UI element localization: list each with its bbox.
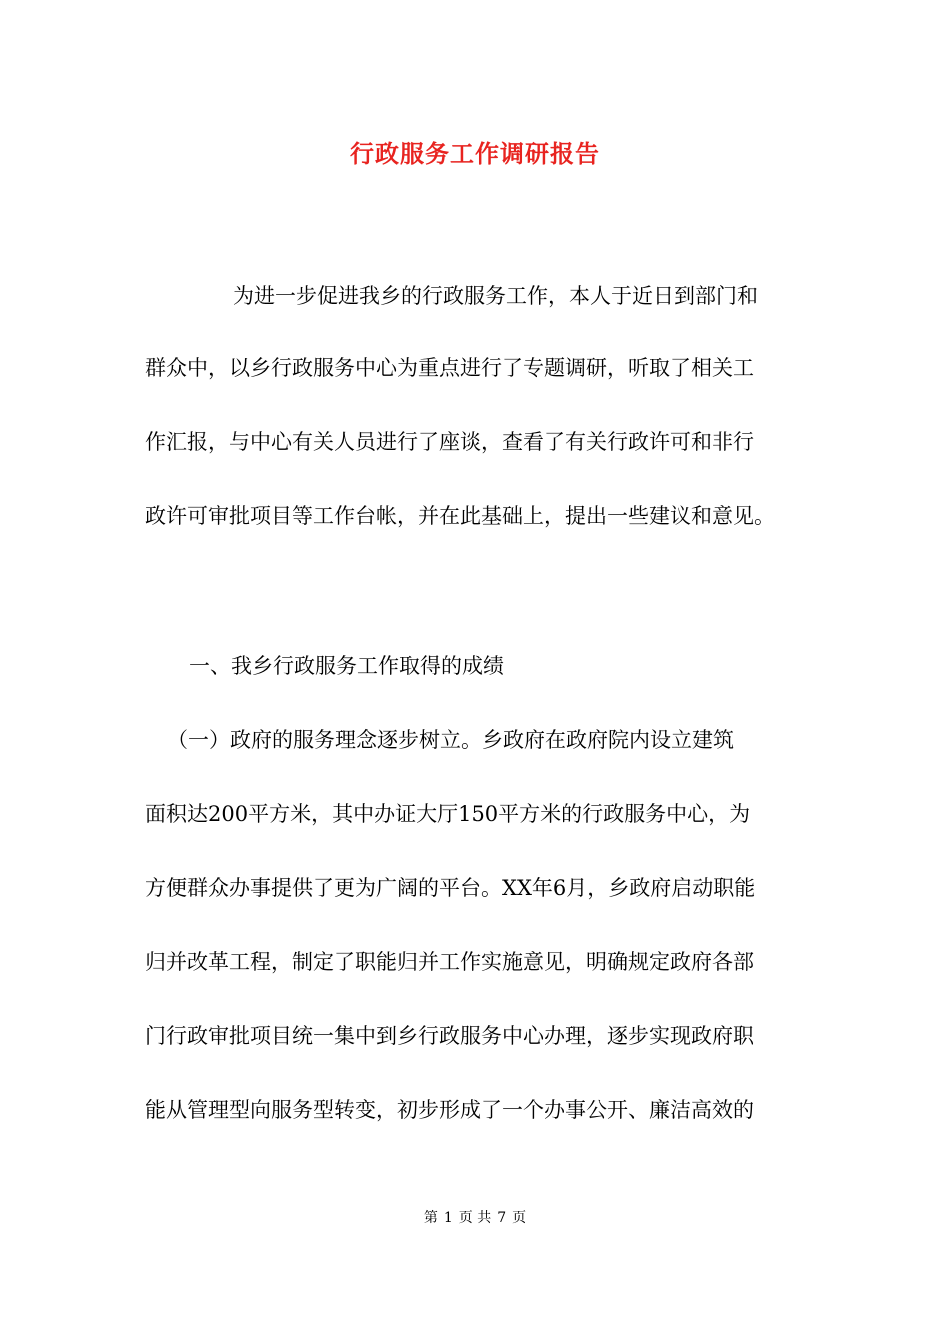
- page-footer: [0, 1206, 950, 1230]
- paragraph-line-10: 能从管理型向服务型转变，初步形成了一个办事公开、廉洁高效的: [145, 1098, 754, 1122]
- document-title: 行政服务工作调研报告: [350, 139, 600, 168]
- paragraph-line-2: 群众中，以乡行政服务中心为重点进行了专题调研，听取了相关工: [145, 356, 754, 380]
- footer-current-page: 1: [443, 1210, 453, 1226]
- paragraph-line-5: （一）政府的服务理念逐步树立。乡政府在政府院内设立建筑: [167, 728, 734, 752]
- footer-label-of: 页 共: [458, 1210, 492, 1226]
- paragraph-line-7: 方便群众办事提供了更为广阔的平台。XX年6月，乡政府启动职能: [145, 876, 756, 900]
- paragraph-line-9: 门行政审批项目统一集中到乡行政服务中心办理，逐步实现政府职: [145, 1024, 754, 1048]
- footer-label-page: 第: [423, 1210, 438, 1226]
- footer-label-end: 页: [512, 1210, 527, 1226]
- paragraph-line-8: 归并改革工程，制定了职能归并工作实施意见，明确规定政府各部: [145, 950, 754, 974]
- paragraph-line-6: 面积达200平方米，其中办证大厅150平方米的行政服务中心，为: [145, 802, 751, 826]
- paragraph-line-4: 政许可审批项目等工作台帐，并在此基础上，提出一些建议和意见。: [145, 504, 775, 528]
- paragraph-line-3: 作汇报，与中心有关人员进行了座谈，查看了有关行政许可和非行: [145, 430, 754, 454]
- paragraph-line-1: 为进一步促进我乡的行政服务工作，本人于近日到部门和: [233, 284, 758, 308]
- section-heading-1: 一、我乡行政服务工作取得的成绩: [189, 654, 504, 678]
- footer-total-pages: 7: [497, 1210, 507, 1226]
